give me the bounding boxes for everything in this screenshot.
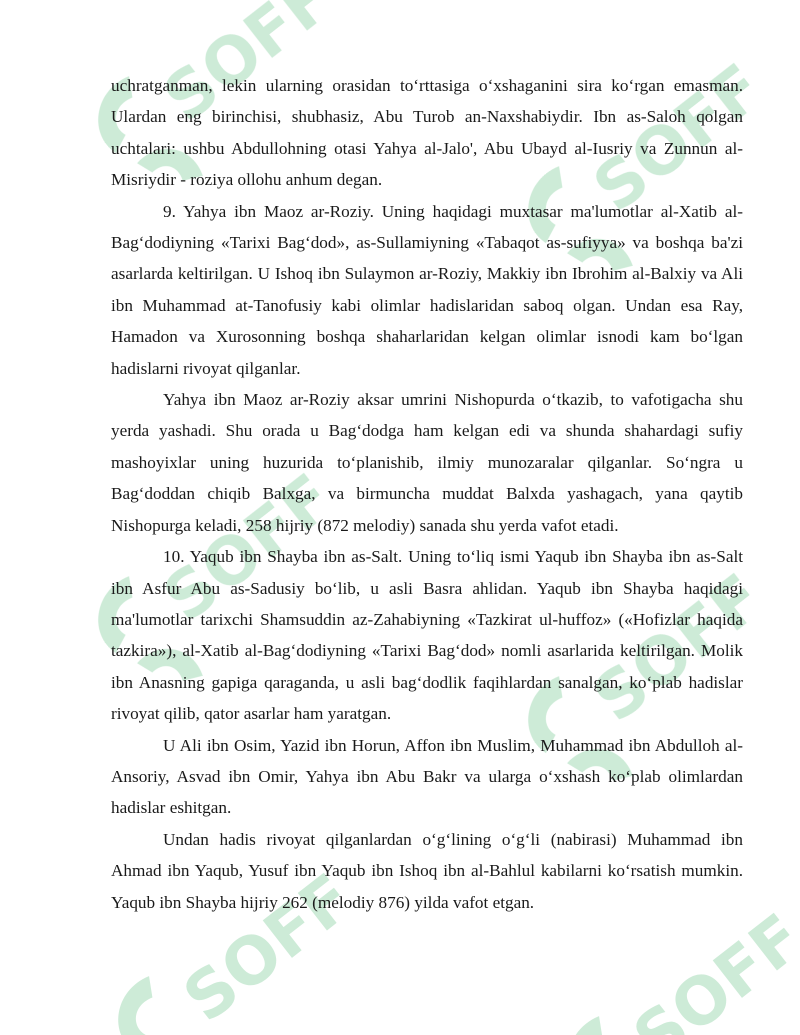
soff-watermark: SOFF bbox=[0, 0, 800, 1035]
paragraph-5: U Ali ibn Osim, Yazid ibn Horun, Affon ibn Muslim, Muhammad ibn Abdulloh al-Ansoriy, Asvad ibn Omir, Yahya ibn Abu Bakr va ularga o‘xshash ko‘plab olimlardan hadislar eshitgan. bbox=[111, 735, 743, 818]
paragraph-6: Undan hadis rivoyat qilganlardan o‘g‘lining o‘g‘li (nabirasi) Muhammad ibn Ahmad ibn Yaqub, Yusuf ibn Yaqub ibn Ishoq ibn al-Bahlul kabilarni ko‘rsatish mumkin. Yaqub ibn Shayba hijriy 262 (melodiy 876) yilda vafot etgan. bbox=[111, 829, 743, 912]
document-body bbox=[111, 70, 743, 918]
paragraph-2: 9. Yahya ibn Maoz ar-Roziy. Uning haqidagi muxtasar ma'lumotlar al-Xatib al-Bag‘dodiyning «Tarixi Bag‘dod», as-Sullamiyning «Tabaqot as-sufiyya» va boshqa ba'zi asarlarda keltirilgan. U Ishoq ibn Sulaymon ar-Roziy, Makkiy ibn Ibrohim al-Balxiy va Ali ibn Muhammad at-Tanofusiy kabi olimlar hadislaridan saboq olgan. Undan esa Ray, Hamadon va Xurosonning boshqa shaharlaridan kelgan olimlar isnodi kam bo‘lgan hadislarni rivoyat qilganlar. bbox=[111, 201, 743, 378]
paragraph-3: Yahya ibn Maoz ar-Roziy aksar umrini Nishopurda o‘tkazib, to vafotigacha shu yerda yashadi. Shu orada u Bag‘dodga ham kelgan edi va shunda shahardagi sufiy mashoyixlar uning huzurida to‘planishib, ilmiy munozaralar qilganlar. So‘ngra u Bag‘doddan chiqib Balxga, va birmuncha muddat Balxda yashagach, yana qaytib Nishopurga keladi, 258 hijriy (872 melodiy) sanada shu yerda vafot etadi. bbox=[111, 390, 743, 535]
paragraph-1: uchratganman, lekin ularning orasidan to‘rttasiga o‘xshaganini sira ko‘rgan emasman. Ulardan eng birinchisi, shubhasiz, Abu Turob an-Naxshabiydir. Ibn as-Saloh qolgan uchtalari: ushbu Abdullohning otasi Yahya al-Jalo', Abu Ubayd al-Iusriy va Zunnun al-Misriydir - roziya ollohu anhum degan. bbox=[111, 76, 743, 190]
paragraph-4: 10. Yaqub ibn Shayba ibn as-Salt. Uning to‘liq ismi Yaqub ibn Shayba ibn as-Salt ibn Asfur Abu as-Sadusiy bo‘lib, u asli Basra ahlidan. Yaqub ibn Shayba haqidagi ma'lumotlar tarixchi Shamsuddin az-Zahabiyning «Tazkirat ul-huffoz» («Hofizlar haqida tazkira»), al-Xatib al-Bag‘dodiyning «Tarixi Bag‘dod» nomli asarlarida keltirilgan. Molik ibn Anasning gapiga qaraganda, u asli bag‘dodlik faqihlardan sanalgan, ko‘plab hadislar rivoyat qilib, qator asarlar ham yaratgan. bbox=[111, 547, 743, 724]
